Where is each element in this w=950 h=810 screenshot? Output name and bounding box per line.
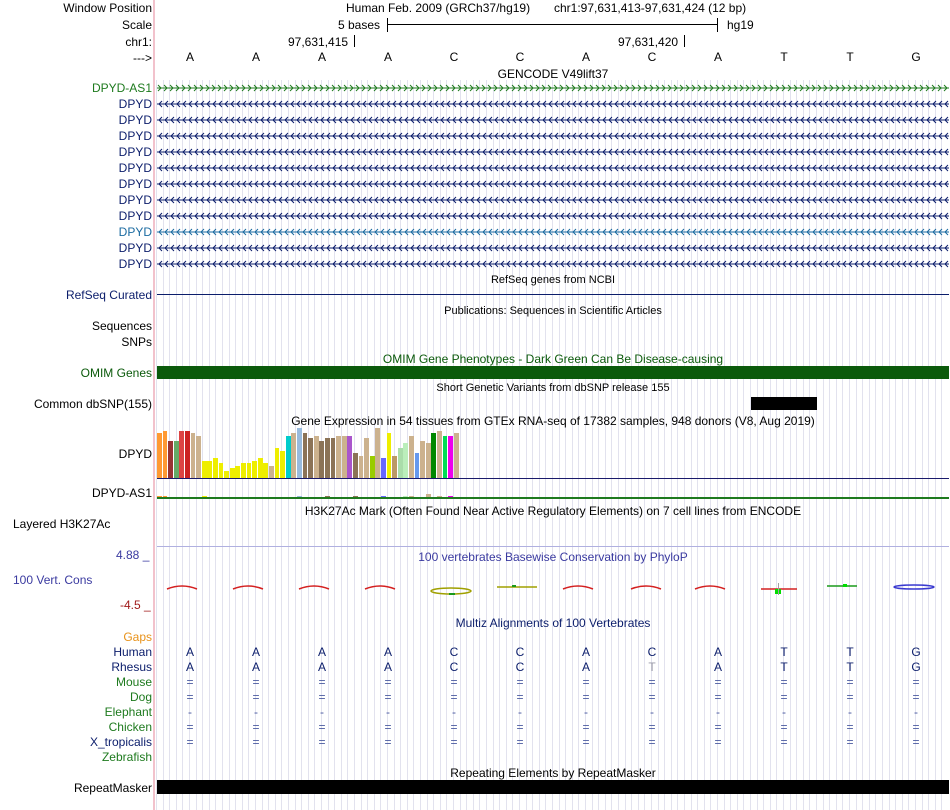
gtex-bar[interactable] xyxy=(297,428,302,478)
gencode-track-label[interactable]: DPYD xyxy=(118,257,152,271)
multiz-base: - xyxy=(320,705,324,719)
assembly-label: Human Feb. 2009 (GRCh37/hg19) xyxy=(346,1,531,15)
multiz-base: A xyxy=(581,645,590,659)
multiz-species-label[interactable]: X_tropicalis xyxy=(89,735,152,749)
refseq-title: RefSeq genes from NCBI xyxy=(490,274,616,286)
strand-label: ---> xyxy=(133,51,152,65)
gencode-transcript-line[interactable] xyxy=(157,163,949,173)
multiz-base: = xyxy=(318,675,326,689)
gtex-bar[interactable] xyxy=(437,431,442,479)
multiz-species-label[interactable]: Zebrafish xyxy=(101,750,152,764)
gtex-bar[interactable] xyxy=(286,436,291,479)
pub-sequences-label[interactable]: Sequences xyxy=(91,319,152,333)
gtex-bar[interactable] xyxy=(443,436,448,479)
multiz-base: A xyxy=(185,660,194,674)
refseq-label[interactable]: RefSeq Curated xyxy=(65,288,152,302)
multiz-species-label[interactable]: Gaps xyxy=(123,630,152,644)
gtex-bar[interactable] xyxy=(219,463,224,478)
gencode-track-label[interactable]: DPYD xyxy=(118,209,152,223)
gtex-bar[interactable] xyxy=(191,433,196,478)
multiz-base: = xyxy=(912,735,920,749)
base-letter: A xyxy=(185,50,194,64)
gtex-bar[interactable] xyxy=(280,451,285,479)
multiz-base: = xyxy=(582,720,590,734)
base-letter: A xyxy=(581,50,590,64)
gtex-bar[interactable] xyxy=(347,436,352,479)
gtex-bar[interactable] xyxy=(303,433,308,478)
gtex-bar[interactable] xyxy=(174,441,179,479)
multiz-base: A xyxy=(185,645,194,659)
gtex-bar[interactable] xyxy=(375,428,380,478)
multiz-base: = xyxy=(450,690,458,704)
window-position-label: Window Position xyxy=(63,1,152,15)
gtex-bar[interactable] xyxy=(426,443,431,478)
multiz-base: - xyxy=(716,705,720,719)
gtex-bar[interactable] xyxy=(392,456,397,479)
gtex-bar[interactable] xyxy=(185,431,190,479)
multiz-base: = xyxy=(186,720,194,734)
gtex-bar[interactable] xyxy=(247,463,252,478)
gtex-bar[interactable] xyxy=(213,458,218,478)
multiz-base: = xyxy=(186,735,194,749)
multiz-base: = xyxy=(648,690,656,704)
multiz-base: = xyxy=(384,735,392,749)
gencode-track-label[interactable]: DPYD xyxy=(118,161,152,175)
multiz-base: = xyxy=(318,720,326,734)
gtex-title: Gene Expression in 54 tissues from GTEx RNA-seq of 17382 samples, 948 donors (V8, Aug 2019) xyxy=(291,414,815,428)
multiz-base: C xyxy=(515,660,525,674)
multiz-base: = xyxy=(186,675,194,689)
track-gutter[interactable] xyxy=(153,0,155,810)
multiz-base: = xyxy=(318,690,326,704)
omim-label[interactable]: OMIM Genes xyxy=(80,366,152,380)
multiz-base: T xyxy=(780,660,788,674)
gencode-track-label[interactable]: DPYD xyxy=(118,225,152,239)
multiz-base: = xyxy=(516,735,524,749)
gtex-bar[interactable] xyxy=(275,448,280,478)
gtex-bar[interactable] xyxy=(179,431,184,479)
gtex-bar[interactable] xyxy=(331,438,336,478)
multiz-base: = xyxy=(252,735,260,749)
chrom-label: chr1: xyxy=(125,35,152,49)
multiz-base: = xyxy=(252,720,260,734)
multiz-base: = xyxy=(318,735,326,749)
multiz-base: - xyxy=(452,705,456,719)
multiz-base: - xyxy=(914,705,918,719)
multiz-base: C xyxy=(449,645,459,659)
multiz-base: = xyxy=(384,720,392,734)
multiz-base: T xyxy=(648,660,656,674)
repeatmasker-label[interactable]: RepeatMasker xyxy=(73,781,152,795)
gtex-bar[interactable] xyxy=(415,453,420,478)
multiz-base: = xyxy=(252,690,260,704)
multiz-base: A xyxy=(581,660,590,674)
omim-title: OMIM Gene Phenotypes - Dark Green Can Be Disease-causing xyxy=(382,352,724,366)
gtex-bar[interactable] xyxy=(325,438,330,478)
multiz-base: = xyxy=(450,720,458,734)
multiz-base: = xyxy=(714,690,722,704)
gtex-bar[interactable] xyxy=(230,468,235,478)
omim-bar[interactable] xyxy=(157,366,949,379)
gtex-bar[interactable] xyxy=(403,443,408,478)
gtex-bar[interactable] xyxy=(319,441,324,479)
multiz-base: - xyxy=(650,705,654,719)
multiz-base: = xyxy=(516,720,524,734)
base-letter: A xyxy=(251,50,260,64)
cons-max-label: 4.88 _ xyxy=(116,548,150,562)
tick-right xyxy=(684,35,685,47)
multiz-base: C xyxy=(449,660,459,674)
multiz-base: = xyxy=(780,735,788,749)
multiz-species-label[interactable]: Elephant xyxy=(104,705,152,719)
multiz-base: = xyxy=(648,675,656,689)
gencode-transcript-line[interactable] xyxy=(157,115,949,125)
multiz-species-label[interactable]: Human xyxy=(113,645,152,659)
gencode-transcript-line[interactable] xyxy=(157,227,949,237)
h3k27ac-baseline xyxy=(157,546,949,547)
multiz-base: - xyxy=(386,705,390,719)
multiz-base: A xyxy=(383,645,392,659)
gencode-track-label[interactable]: DPYD xyxy=(118,241,152,255)
gencode-title: GENCODE V49lift37 xyxy=(497,67,609,81)
multiz-base: - xyxy=(518,705,522,719)
dbsnp-label[interactable]: Common dbSNP(155) xyxy=(33,397,152,411)
gtex-dpyd-line xyxy=(157,478,949,479)
gtex-bar[interactable] xyxy=(291,433,296,478)
base-letter: A xyxy=(317,50,326,64)
gencode-transcript-line[interactable] xyxy=(157,131,949,141)
base-letter: T xyxy=(846,50,854,64)
gencode-transcript-line[interactable] xyxy=(157,243,949,253)
gencode-track-label[interactable]: DPYD xyxy=(118,129,152,143)
gencode-track-label[interactable]: DPYD xyxy=(118,113,152,127)
gtex-bar[interactable] xyxy=(381,458,386,478)
multiz-base: = xyxy=(516,690,524,704)
gtex-bar[interactable] xyxy=(353,453,358,478)
multiz-base: = xyxy=(252,675,260,689)
repeatmasker-title: Repeating Elements by RepeatMasker xyxy=(450,766,656,780)
gtex-dpyd-label[interactable]: DPYD xyxy=(118,447,152,461)
gtex-bar[interactable] xyxy=(359,456,364,479)
multiz-base: = xyxy=(714,735,722,749)
multiz-base: C xyxy=(515,645,525,659)
base-letter: A xyxy=(713,50,722,64)
multiz-base: = xyxy=(582,690,590,704)
gtex-bar[interactable] xyxy=(308,438,313,478)
multiz-base: = xyxy=(780,720,788,734)
cons-label[interactable]: 100 Vert. Cons xyxy=(13,573,93,587)
multiz-base: A xyxy=(713,660,722,674)
multiz-base: = xyxy=(450,675,458,689)
gtex-bar[interactable] xyxy=(409,436,414,479)
multiz-base: A xyxy=(251,660,260,674)
multiz-base: T xyxy=(780,645,788,659)
gtex-bar[interactable] xyxy=(448,436,453,479)
base-letter: C xyxy=(515,50,525,64)
gencode-transcript-line[interactable] xyxy=(157,211,949,221)
base-letter: G xyxy=(911,50,921,64)
multiz-base: - xyxy=(188,705,192,719)
base-letter: T xyxy=(780,50,788,64)
multiz-base: = xyxy=(912,675,920,689)
multiz-base: A xyxy=(317,645,326,659)
gencode-transcript-line[interactable] xyxy=(157,147,949,157)
multiz-base: = xyxy=(780,675,788,689)
multiz-base: = xyxy=(516,675,524,689)
gtex-as1-line xyxy=(157,497,949,499)
gtex-bar[interactable] xyxy=(202,461,207,479)
multiz-base: = xyxy=(648,735,656,749)
gtex-bar[interactable] xyxy=(387,433,392,478)
gtex-bar[interactable] xyxy=(269,466,274,479)
multiz-base: C xyxy=(647,645,657,659)
gtex-bar[interactable] xyxy=(207,461,212,479)
multiz-species-label[interactable]: Dog xyxy=(129,690,152,704)
base-sequence-row xyxy=(0,50,950,64)
scale-text: 5 bases xyxy=(338,18,381,32)
multiz-base: A xyxy=(317,660,326,674)
h3k27ac-title: H3K27Ac Mark (Often Found Near Active Regulatory Elements) on 7 cell lines from ENCODE xyxy=(304,504,802,518)
base-letter: C xyxy=(647,50,657,64)
multiz-base: = xyxy=(714,720,722,734)
multiz-base: = xyxy=(846,675,854,689)
multiz-base: = xyxy=(582,735,590,749)
multiz-base: = xyxy=(384,690,392,704)
gtex-bar[interactable] xyxy=(314,436,319,479)
gencode-transcript-line[interactable] xyxy=(157,99,949,109)
scale-bar xyxy=(387,18,718,32)
gtex-bar[interactable] xyxy=(454,433,459,478)
multiz-species-label[interactable]: Rhesus xyxy=(111,660,152,674)
position-left: 97,631,415 xyxy=(288,35,349,49)
gencode-transcript-line[interactable] xyxy=(157,179,949,189)
multiz-base: A xyxy=(251,645,260,659)
pub-snps-label[interactable]: SNPs xyxy=(121,335,152,349)
multiz-base: = xyxy=(714,675,722,689)
position-label: chr1:97,631,413-97,631,424 (12 bp) xyxy=(554,1,747,15)
gtex-bar[interactable] xyxy=(235,466,240,479)
gtex-bar[interactable] xyxy=(420,441,425,479)
multiz-base: - xyxy=(782,705,786,719)
dbsnp-title: Short Genetic Variants from dbSNP release 155 xyxy=(436,382,670,394)
h3k27ac-label[interactable]: Layered H3K27Ac xyxy=(13,517,111,531)
multiz-species-label[interactable]: Chicken xyxy=(108,720,152,734)
multiz-base: = xyxy=(912,690,920,704)
gtex-bar-chart[interactable] xyxy=(157,428,949,478)
gtex-bar[interactable] xyxy=(398,448,403,478)
tick-left xyxy=(354,35,355,47)
gtex-bar[interactable] xyxy=(336,436,341,479)
multiz-base: = xyxy=(384,675,392,689)
repeatmasker-bar[interactable] xyxy=(157,780,949,794)
multiz-base: G xyxy=(911,660,921,674)
gencode-track-label[interactable]: DPYD xyxy=(118,177,152,191)
position-right: 97,631,420 xyxy=(618,35,679,49)
conservation-title: 100 vertebrates Basewise Conservation by PhyloP xyxy=(418,550,688,564)
gencode-track-label[interactable]: DPYD-AS1 xyxy=(91,81,152,95)
base-letter: A xyxy=(383,50,392,64)
gencode-track-label[interactable]: DPYD xyxy=(118,97,152,111)
multiz-base: = xyxy=(450,735,458,749)
multiz-base: = xyxy=(582,675,590,689)
gencode-transcript-line[interactable] xyxy=(157,195,949,205)
multiz-base: A xyxy=(713,645,722,659)
conservation-plot[interactable] xyxy=(157,575,949,605)
multiz-base: = xyxy=(186,690,194,704)
multiz-base: - xyxy=(254,705,258,719)
publications-title: Publications: Sequences in Scientific Articles xyxy=(444,305,662,317)
gtex-bar[interactable] xyxy=(157,433,162,478)
multiz-base: G xyxy=(911,645,921,659)
gtex-bar[interactable] xyxy=(263,463,268,478)
gtex-bar[interactable] xyxy=(370,456,375,479)
multiz-base: - xyxy=(584,705,588,719)
gtex-bar[interactable] xyxy=(431,433,436,478)
gtex-bar[interactable] xyxy=(196,436,201,479)
multiz-base: = xyxy=(846,690,854,704)
scale-label: Scale xyxy=(121,18,152,32)
gtex-bar[interactable] xyxy=(168,441,173,479)
multiz-title: Multiz Alignments of 100 Vertebrates xyxy=(455,616,651,630)
multiz-base: = xyxy=(846,735,854,749)
refseq-line[interactable] xyxy=(157,294,949,295)
gtex-bar[interactable] xyxy=(163,431,168,479)
multiz-base: = xyxy=(846,720,854,734)
scale-db: hg19 xyxy=(727,18,754,32)
cons-min-label: -4.5 _ xyxy=(120,598,151,612)
gtex-bar[interactable] xyxy=(258,458,263,478)
multiz-base: T xyxy=(846,645,854,659)
gencode-track-label[interactable]: DPYD xyxy=(118,193,152,207)
gtex-dpyd-as1-label[interactable]: DPYD-AS1 xyxy=(91,486,152,500)
gtex-bar[interactable] xyxy=(342,436,347,479)
multiz-species-label[interactable]: Mouse xyxy=(115,675,152,689)
gencode-transcript-line[interactable] xyxy=(157,259,949,269)
multiz-base: = xyxy=(780,690,788,704)
multiz-base: T xyxy=(846,660,854,674)
gencode-track-label[interactable]: DPYD xyxy=(118,145,152,159)
gencode-transcript-line[interactable] xyxy=(157,83,949,93)
multiz-base: A xyxy=(383,660,392,674)
multiz-base: = xyxy=(648,720,656,734)
gtex-bar[interactable] xyxy=(224,471,229,479)
base-letter: C xyxy=(449,50,459,64)
dbsnp-variant[interactable] xyxy=(751,397,817,410)
multiz-base: = xyxy=(912,720,920,734)
gtex-bar[interactable] xyxy=(252,461,257,479)
gtex-bar[interactable] xyxy=(364,438,369,478)
gtex-bar[interactable] xyxy=(241,463,246,478)
multiz-base: - xyxy=(848,705,852,719)
